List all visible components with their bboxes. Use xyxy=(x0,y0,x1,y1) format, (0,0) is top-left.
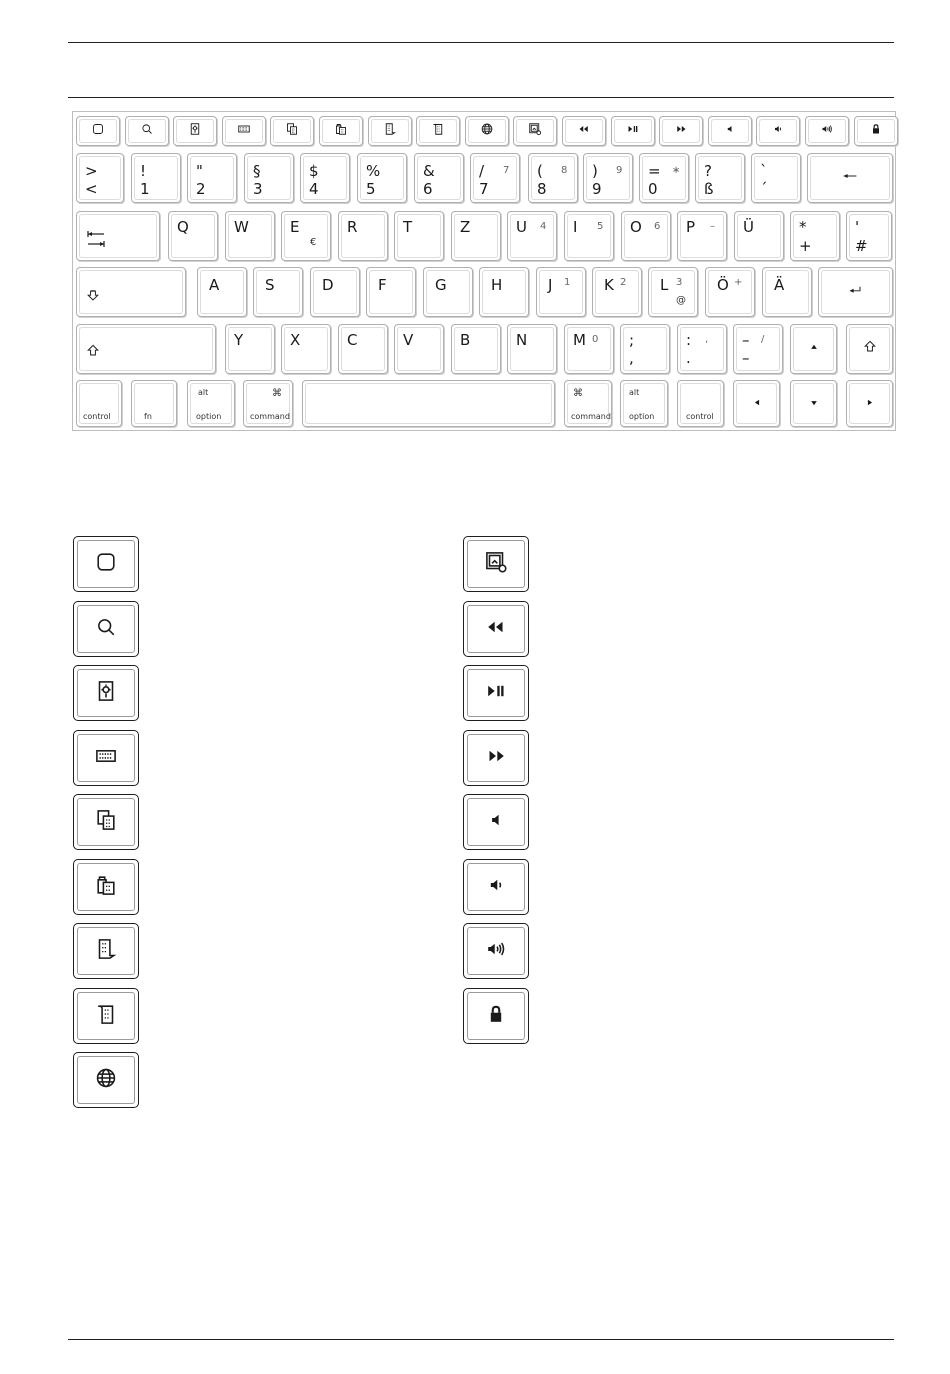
key-label: control xyxy=(686,412,714,421)
home-key-3 xyxy=(366,267,416,317)
bottom-letter-key-5 xyxy=(507,324,557,374)
home-key-2 xyxy=(310,267,360,317)
command-right-key xyxy=(564,380,612,427)
key-label: control xyxy=(83,412,111,421)
key-bottom-label: command xyxy=(571,412,611,421)
return-key xyxy=(818,267,893,317)
key-alt-label: 3 xyxy=(676,277,683,288)
legend-key-fast-forward xyxy=(463,730,529,786)
key-top-label: alt xyxy=(198,388,209,397)
backspace-key xyxy=(807,153,893,203)
key-alt-label: 8 xyxy=(561,165,568,176)
arrow-right-small-icon xyxy=(863,394,877,413)
key-top-label: Ä xyxy=(774,276,785,294)
home-key-4 xyxy=(423,267,473,317)
key-top-label: Y xyxy=(234,331,244,349)
key-top-label: ) xyxy=(592,162,598,180)
key-alt-label: 0 xyxy=(592,334,599,345)
bottom-letter-key-7 xyxy=(620,324,670,374)
key-alt-label: ∗ xyxy=(672,165,681,176)
lock-icon xyxy=(483,1001,509,1031)
key-top-label: G xyxy=(435,276,447,294)
key-alt-label: 4 xyxy=(540,221,547,232)
key-top-label: * xyxy=(799,218,807,236)
key-bottom-label: 7 xyxy=(479,180,489,198)
home-key-7 xyxy=(592,267,642,317)
document-icon xyxy=(382,122,397,141)
key-bottom-label: . xyxy=(686,349,691,367)
key-top-label: J xyxy=(548,276,553,294)
footer-rule xyxy=(68,1339,894,1340)
copy-icon xyxy=(93,807,119,837)
number-key-9 xyxy=(583,153,633,203)
key-top-label: F xyxy=(378,276,387,294)
command-left-key xyxy=(243,380,293,427)
paste-icon xyxy=(334,122,349,141)
key-top-label: $ xyxy=(309,162,319,180)
key-top-label: Ü xyxy=(743,218,754,236)
key-top-label: alt xyxy=(629,388,640,397)
volume-down-icon xyxy=(771,122,786,141)
home-key-1 xyxy=(253,267,303,317)
number-key-0 xyxy=(76,153,124,203)
function-key-globe xyxy=(465,116,509,146)
screen-icon xyxy=(528,122,543,141)
home-key-8 xyxy=(648,267,698,317)
shift-icon xyxy=(85,343,101,363)
key-bottom-label: € xyxy=(310,237,317,248)
legend-key-keyboard xyxy=(73,730,139,786)
key-bottom-label: @ xyxy=(676,295,686,306)
number-key-7 xyxy=(470,153,520,203)
key-top-label: M xyxy=(573,331,586,349)
tab-key xyxy=(76,211,160,261)
key-label: fn xyxy=(144,412,152,421)
arrow-left-key xyxy=(733,380,780,427)
key-top-label: S xyxy=(265,276,275,294)
key-alt-label: / xyxy=(761,334,765,345)
key-bottom-label: option xyxy=(629,412,655,421)
key-bottom-label: 1 xyxy=(140,180,150,198)
function-key-search xyxy=(125,116,169,146)
fast-forward-icon xyxy=(674,122,689,141)
function-key-mute xyxy=(708,116,752,146)
number-key-8 xyxy=(528,153,578,203)
key-top-label: ` xyxy=(760,162,768,180)
home-key-0 xyxy=(197,267,247,317)
key-bottom-label: ´ xyxy=(760,180,768,198)
bottom-letter-key-8 xyxy=(677,324,727,374)
return-icon xyxy=(842,282,870,302)
legend-key-rewind xyxy=(463,601,529,657)
search-icon xyxy=(93,614,119,644)
space-bar xyxy=(302,380,555,427)
legend-key-volume-up xyxy=(463,923,529,979)
key-bottom-label: 9 xyxy=(592,180,602,198)
bottom-letter-key-3 xyxy=(394,324,444,374)
keyboard-diagram xyxy=(72,111,896,431)
option-left-key xyxy=(187,380,235,427)
key-top-label: : xyxy=(686,331,692,349)
function-key-copy xyxy=(270,116,314,146)
function-key-rewind xyxy=(562,116,606,146)
key-top-label: § xyxy=(253,162,261,180)
key-bottom-label: # xyxy=(855,237,868,255)
key-top-label: ; xyxy=(629,331,635,349)
number-key-2 xyxy=(187,153,237,203)
scroll-icon xyxy=(93,1001,119,1031)
lock-icon xyxy=(868,122,883,141)
globe-icon xyxy=(93,1065,119,1095)
letter-key-10 xyxy=(734,211,784,261)
power-icon xyxy=(91,122,106,141)
key-alt-label: 2 xyxy=(620,277,627,288)
mute-icon xyxy=(483,807,509,837)
arrow-down-icon xyxy=(807,394,821,413)
key-alt-label: 5 xyxy=(597,221,604,232)
home-key-9 xyxy=(705,267,755,317)
play-pause-icon xyxy=(625,122,640,141)
key-top-label: O xyxy=(630,218,642,236)
key-bottom-label: ß xyxy=(704,180,714,198)
copy-icon xyxy=(285,122,300,141)
caps-lock-icon xyxy=(85,288,101,308)
rewind-icon xyxy=(577,122,592,141)
key-top-label: ⌘ xyxy=(272,388,282,399)
letter-key-0 xyxy=(168,211,218,261)
shift-left-key xyxy=(76,324,216,374)
volume-up-icon xyxy=(483,936,509,966)
key-top-label: W xyxy=(234,218,249,236)
key-top-label: % xyxy=(366,162,381,180)
function-key-power xyxy=(76,116,120,146)
legend-key-globe xyxy=(73,1052,139,1108)
search-icon xyxy=(139,122,154,141)
bottom-letter-key-9 xyxy=(733,324,783,374)
document-icon xyxy=(93,936,119,966)
letter-key-5 xyxy=(451,211,501,261)
function-key-paste xyxy=(319,116,363,146)
number-key-10 xyxy=(639,153,689,203)
key-bottom-label: 6 xyxy=(423,180,433,198)
key-alt-label: – xyxy=(710,221,715,232)
key-top-label: " xyxy=(196,162,203,180)
number-key-5 xyxy=(357,153,407,203)
key-top-label: V xyxy=(403,331,414,349)
arrow-right-key xyxy=(846,380,893,427)
key-bottom-label: < xyxy=(85,180,98,198)
volume-down-icon xyxy=(483,872,509,902)
shift-right-key xyxy=(846,324,893,374)
key-top-label: & xyxy=(423,162,435,180)
key-top-label: B xyxy=(460,331,471,349)
key-top-label: ! xyxy=(140,162,147,180)
key-top-label: Ö xyxy=(717,276,729,294)
bottom-letter-key-0 xyxy=(225,324,275,374)
key-top-label: A xyxy=(209,276,220,294)
key-top-label: N xyxy=(516,331,528,349)
play-pause-icon xyxy=(483,678,509,708)
letter-key-11 xyxy=(790,211,840,261)
key-top-label: L xyxy=(660,276,669,294)
paste-icon xyxy=(93,872,119,902)
number-key-11 xyxy=(695,153,745,203)
number-key-1 xyxy=(131,153,181,203)
key-top-label: ( xyxy=(537,162,543,180)
letter-key-7 xyxy=(564,211,614,261)
key-top-label: D xyxy=(322,276,334,294)
key-top-label: = xyxy=(648,162,661,180)
function-key-document xyxy=(368,116,412,146)
control-right-key xyxy=(677,380,724,427)
number-key-4 xyxy=(300,153,350,203)
key-alt-label: 6 xyxy=(654,221,661,232)
bottom-letter-key-2 xyxy=(338,324,388,374)
rewind-icon xyxy=(483,614,509,644)
function-key-play-pause xyxy=(611,116,655,146)
letter-key-1 xyxy=(225,211,275,261)
home-key-6 xyxy=(536,267,586,317)
key-alt-label: + xyxy=(734,277,743,288)
tab-icon xyxy=(83,228,109,252)
key-alt-label: 7 xyxy=(503,165,510,176)
legend-key-power xyxy=(73,536,139,592)
globe-icon xyxy=(479,122,494,141)
legend-key-brightness xyxy=(73,665,139,721)
key-top-label: Q xyxy=(177,218,189,236)
key-top-label: P xyxy=(686,218,696,236)
key-top-label: R xyxy=(347,218,358,236)
legend-key-mute xyxy=(463,794,529,850)
key-bottom-label: – xyxy=(742,349,750,367)
legend-key-play-pause xyxy=(463,665,529,721)
key-top-label: ⌘ xyxy=(573,388,583,399)
shift-icon xyxy=(862,339,878,359)
key-bottom-label: 0 xyxy=(648,180,658,198)
legend-key-paste xyxy=(73,859,139,915)
key-bottom-label: 2 xyxy=(196,180,206,198)
home-key-10 xyxy=(762,267,812,317)
key-top-label: I xyxy=(573,218,578,236)
key-bottom-label: 8 xyxy=(537,180,547,198)
key-top-label: ? xyxy=(704,162,712,180)
key-top-label: E xyxy=(290,218,300,236)
letter-key-6 xyxy=(507,211,557,261)
arrow-up-key xyxy=(790,324,837,374)
key-top-label: U xyxy=(516,218,527,236)
legend-key-scroll xyxy=(73,988,139,1044)
keyboard-icon xyxy=(93,743,119,773)
letter-key-9 xyxy=(677,211,727,261)
key-bottom-label: 5 xyxy=(366,180,376,198)
fn-key xyxy=(131,380,177,427)
key-bottom-label: + xyxy=(799,237,812,255)
legend-key-document xyxy=(73,923,139,979)
key-bottom-label: command xyxy=(250,412,290,421)
key-top-label: X xyxy=(290,331,301,349)
key-alt-label: 9 xyxy=(616,165,623,176)
caps-lock-key xyxy=(76,267,186,317)
header-rule xyxy=(68,97,894,98)
screen-icon xyxy=(483,549,509,579)
key-top-label: > xyxy=(85,162,98,180)
legend-key-screen xyxy=(463,536,529,592)
key-top-label: / xyxy=(479,162,485,180)
bottom-letter-key-4 xyxy=(451,324,501,374)
function-key-fast-forward xyxy=(659,116,703,146)
arrow-left-icon xyxy=(835,168,865,188)
key-bottom-label: option xyxy=(196,412,222,421)
function-key-scroll xyxy=(416,116,460,146)
number-key-3 xyxy=(244,153,294,203)
volume-up-icon xyxy=(820,122,835,141)
bottom-letter-key-6 xyxy=(564,324,614,374)
key-bottom-label: , xyxy=(629,349,634,367)
arrow-down-key xyxy=(790,380,837,427)
home-key-5 xyxy=(479,267,529,317)
function-key-brightness xyxy=(173,116,217,146)
key-alt-label: , xyxy=(705,334,709,345)
number-key-12 xyxy=(751,153,801,203)
letter-key-3 xyxy=(338,211,388,261)
control-left-key xyxy=(76,380,122,427)
key-top-label: T xyxy=(403,218,413,236)
letter-key-4 xyxy=(394,211,444,261)
legend-key-search xyxy=(73,601,139,657)
bottom-letter-key-1 xyxy=(281,324,331,374)
keyboard-icon xyxy=(236,122,251,141)
function-key-lock xyxy=(854,116,898,146)
key-top-label: C xyxy=(347,331,358,349)
power-icon xyxy=(93,549,119,579)
mute-icon xyxy=(722,122,737,141)
legend-key-volume-down xyxy=(463,859,529,915)
key-bottom-label: 3 xyxy=(253,180,263,198)
key-top-label: Z xyxy=(460,218,471,236)
key-top-label: ' xyxy=(855,218,860,236)
arrow-left-small-icon xyxy=(750,394,764,413)
legend-key-lock xyxy=(463,988,529,1044)
key-top-label: – xyxy=(742,331,750,349)
number-key-6 xyxy=(414,153,464,203)
function-key-volume-down xyxy=(756,116,800,146)
key-bottom-label: 4 xyxy=(309,180,319,198)
letter-key-2 xyxy=(281,211,331,261)
brightness-icon xyxy=(93,678,119,708)
top-rule xyxy=(68,42,894,43)
function-key-keyboard xyxy=(222,116,266,146)
brightness-icon xyxy=(188,122,203,141)
letter-key-12 xyxy=(846,211,892,261)
legend-key-copy xyxy=(73,794,139,850)
key-top-label: H xyxy=(491,276,503,294)
option-right-key xyxy=(620,380,668,427)
letter-key-8 xyxy=(621,211,671,261)
function-key-screen xyxy=(513,116,557,146)
key-top-label: K xyxy=(604,276,614,294)
fast-forward-icon xyxy=(483,743,509,773)
function-key-volume-up xyxy=(805,116,849,146)
scroll-icon xyxy=(431,122,446,141)
arrow-up-icon xyxy=(807,340,821,359)
key-alt-label: 1 xyxy=(564,277,571,288)
